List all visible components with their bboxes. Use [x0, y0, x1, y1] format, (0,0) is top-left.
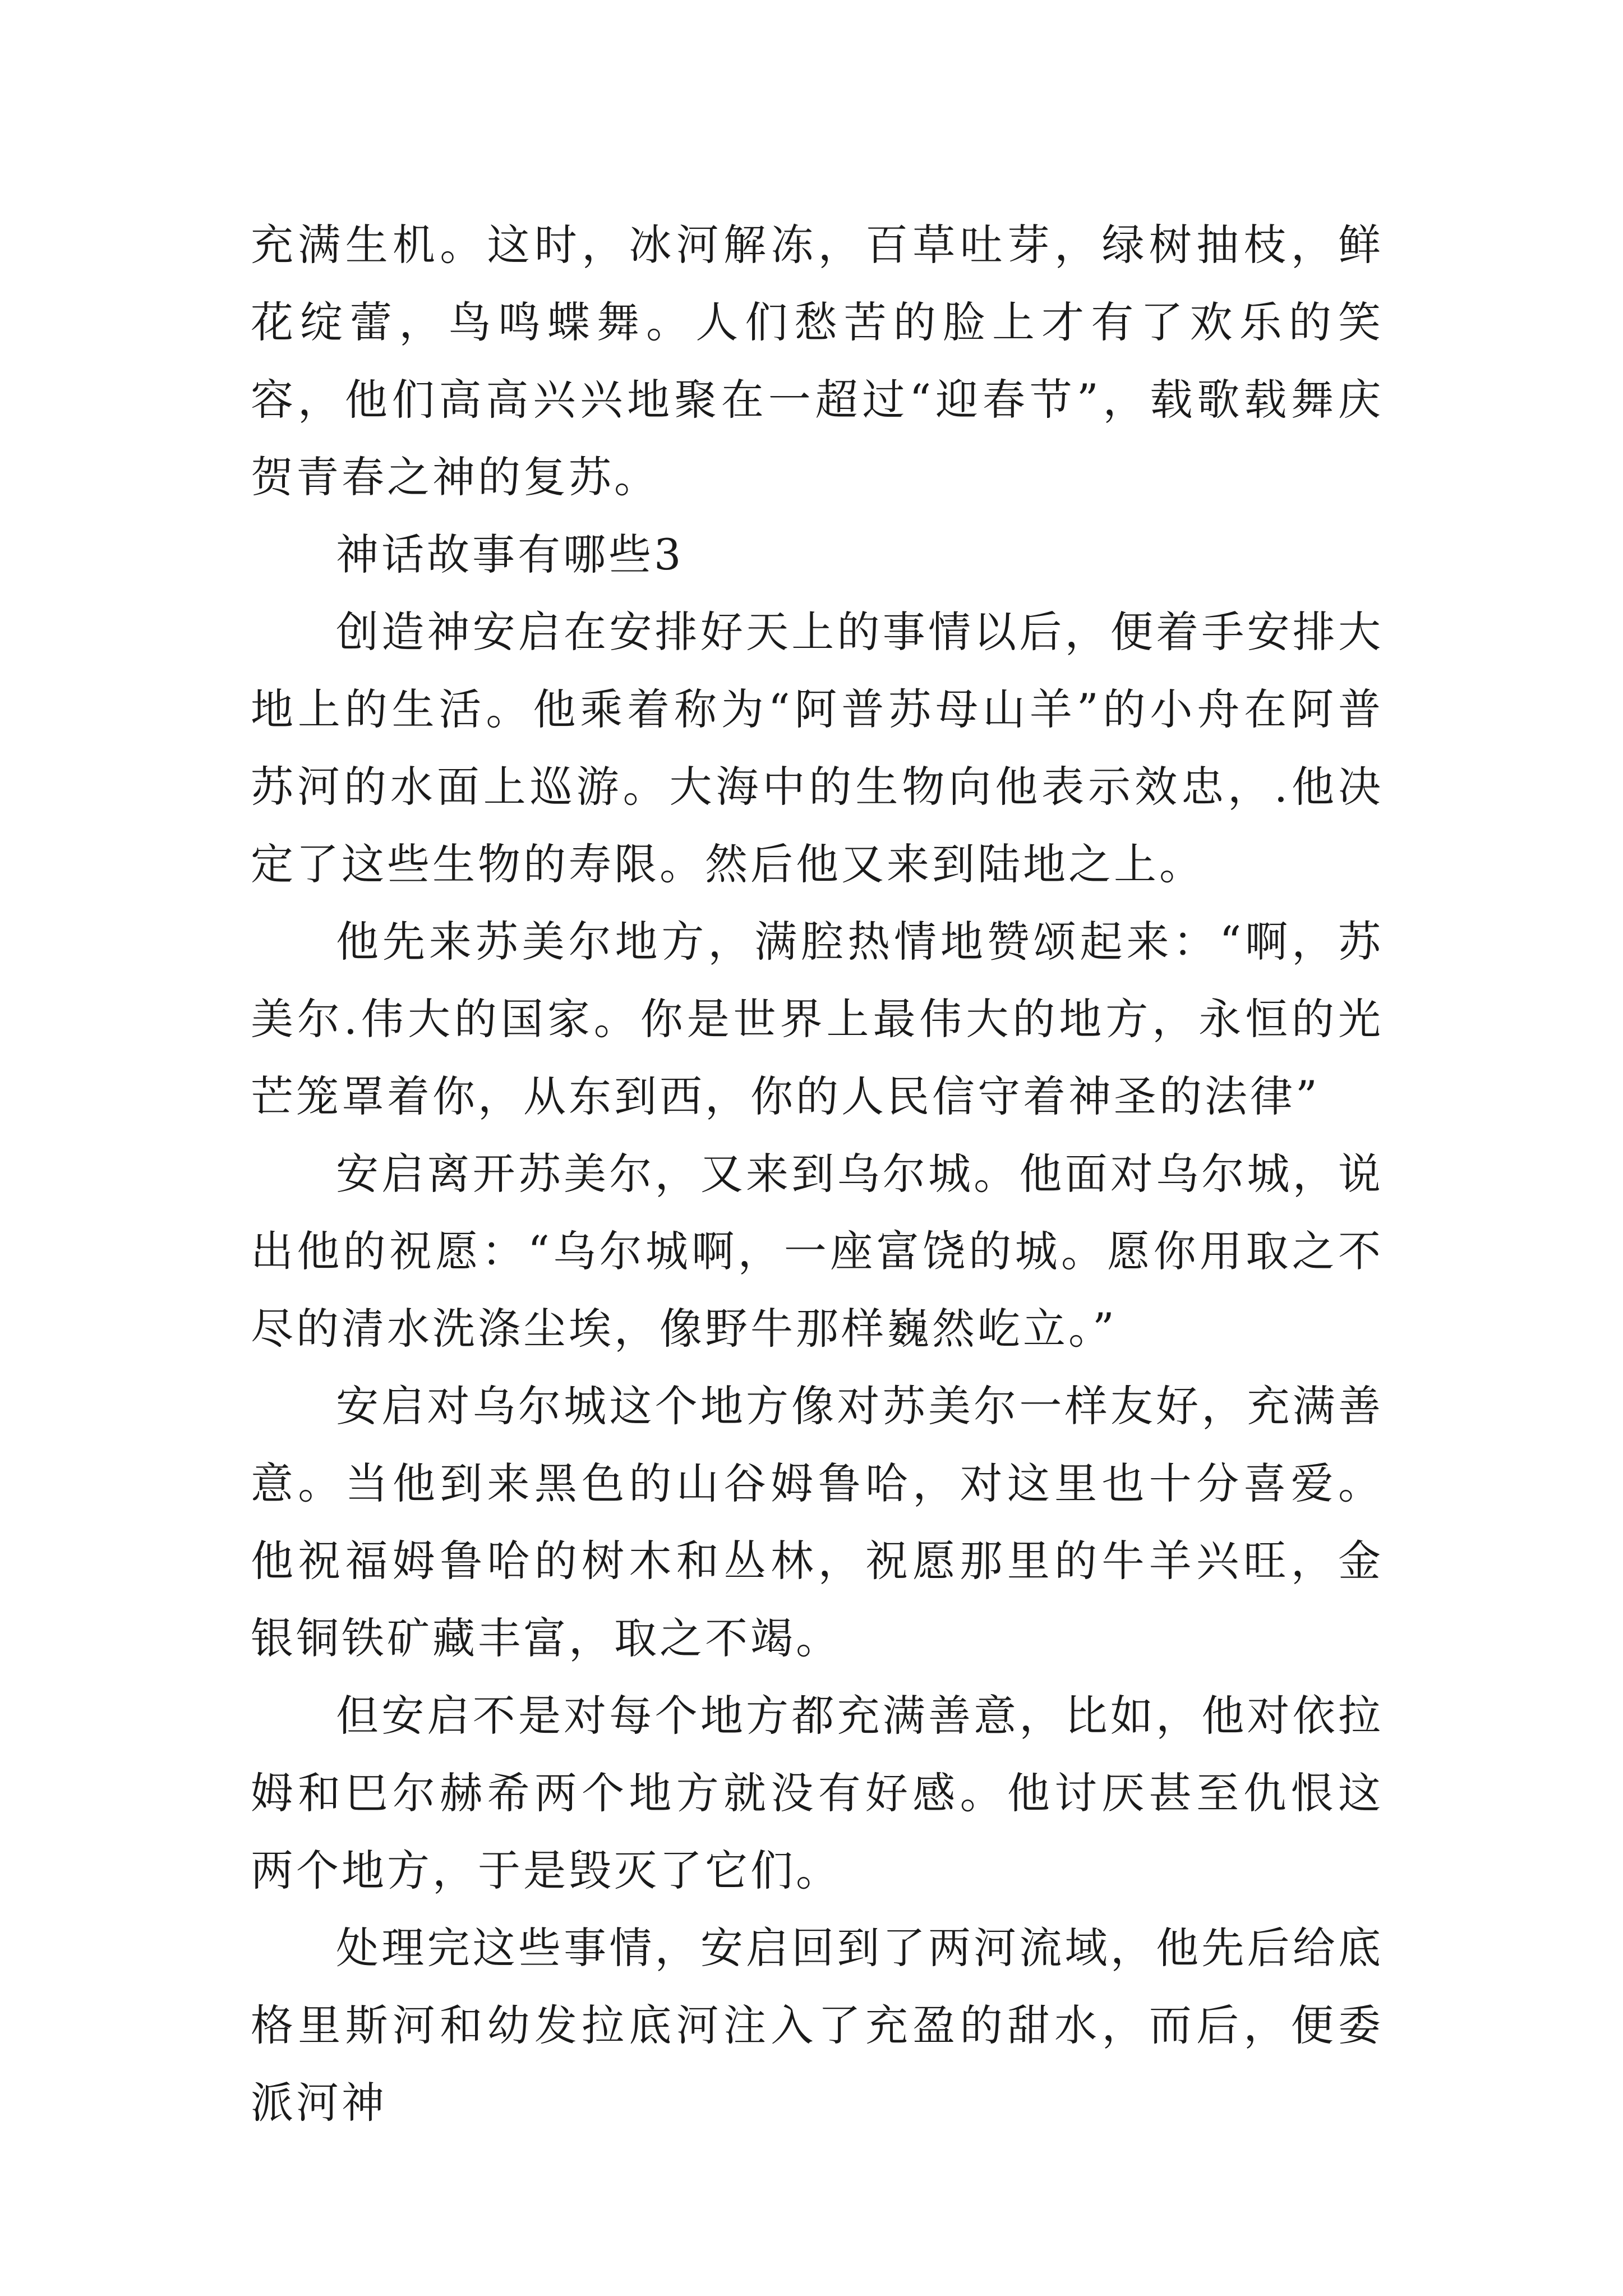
paragraph: 处理完这些事情，安启回到了两河流域，他先后给底格里斯河和幼发拉底河注入了充盈的甜水，而后，便委派河神: [251, 1923, 1384, 2128]
paragraph: 安启对乌尔城这个地方像对苏美尔一样友好，充满善意。当他到来黑色的山谷姆鲁哈，对这里也十分喜爱。他祝福姆鲁哈的树木和丛林，祝愿那里的牛羊兴旺，金银铜铁矿藏丰富，取之不竭。: [251, 1381, 1384, 1663]
paragraph-continuation: 充满生机。这时，冰河解冻，百草吐芽，绿树抽枝，鲜花绽蕾，鸟鸣蝶舞。人们愁苦的脸上才有了欢乐的笑容，他们高高兴兴地聚在一超过“迎春节”，载歌载舞庆贺青春之神的复苏。: [251, 220, 1384, 502]
paragraph: 但安启不是对每个地方都充满善意，比如，他对依拉姆和巴尔赫希两个地方就没有好感。他讨厌甚至仇恨这两个地方，于是毁灭了它们。: [251, 1691, 1384, 1895]
paragraph: 他先来苏美尔地方，满腔热情地赞颂起来：“啊，苏美尔.伟大的国家。你是世界上最伟大的地方，永恒的光芒笼罩着你，从东到西，你的人民信守着神圣的法律”: [251, 917, 1384, 1121]
paragraph: 创造神安启在安排好天上的事情以后，便着手安排大地上的生活。他乘着称为“阿普苏母山羊”的小舟在阿普苏河的水面上巡游。大海中的生物向他表示效忠，.他决定了这些生物的寿限。然后他又来到陆地之上。: [251, 607, 1384, 889]
paragraph: 安启离开苏美尔，又来到乌尔城。他面对乌尔城，说出他的祝愿：“乌尔城啊，一座富饶的城。愿你用取之不尽的清水洗涤尘埃，像野牛那样巍然屹立。”: [251, 1149, 1384, 1354]
section-heading: 神话故事有哪些3: [336, 530, 684, 579]
document-body: [251, 206, 1384, 2142]
